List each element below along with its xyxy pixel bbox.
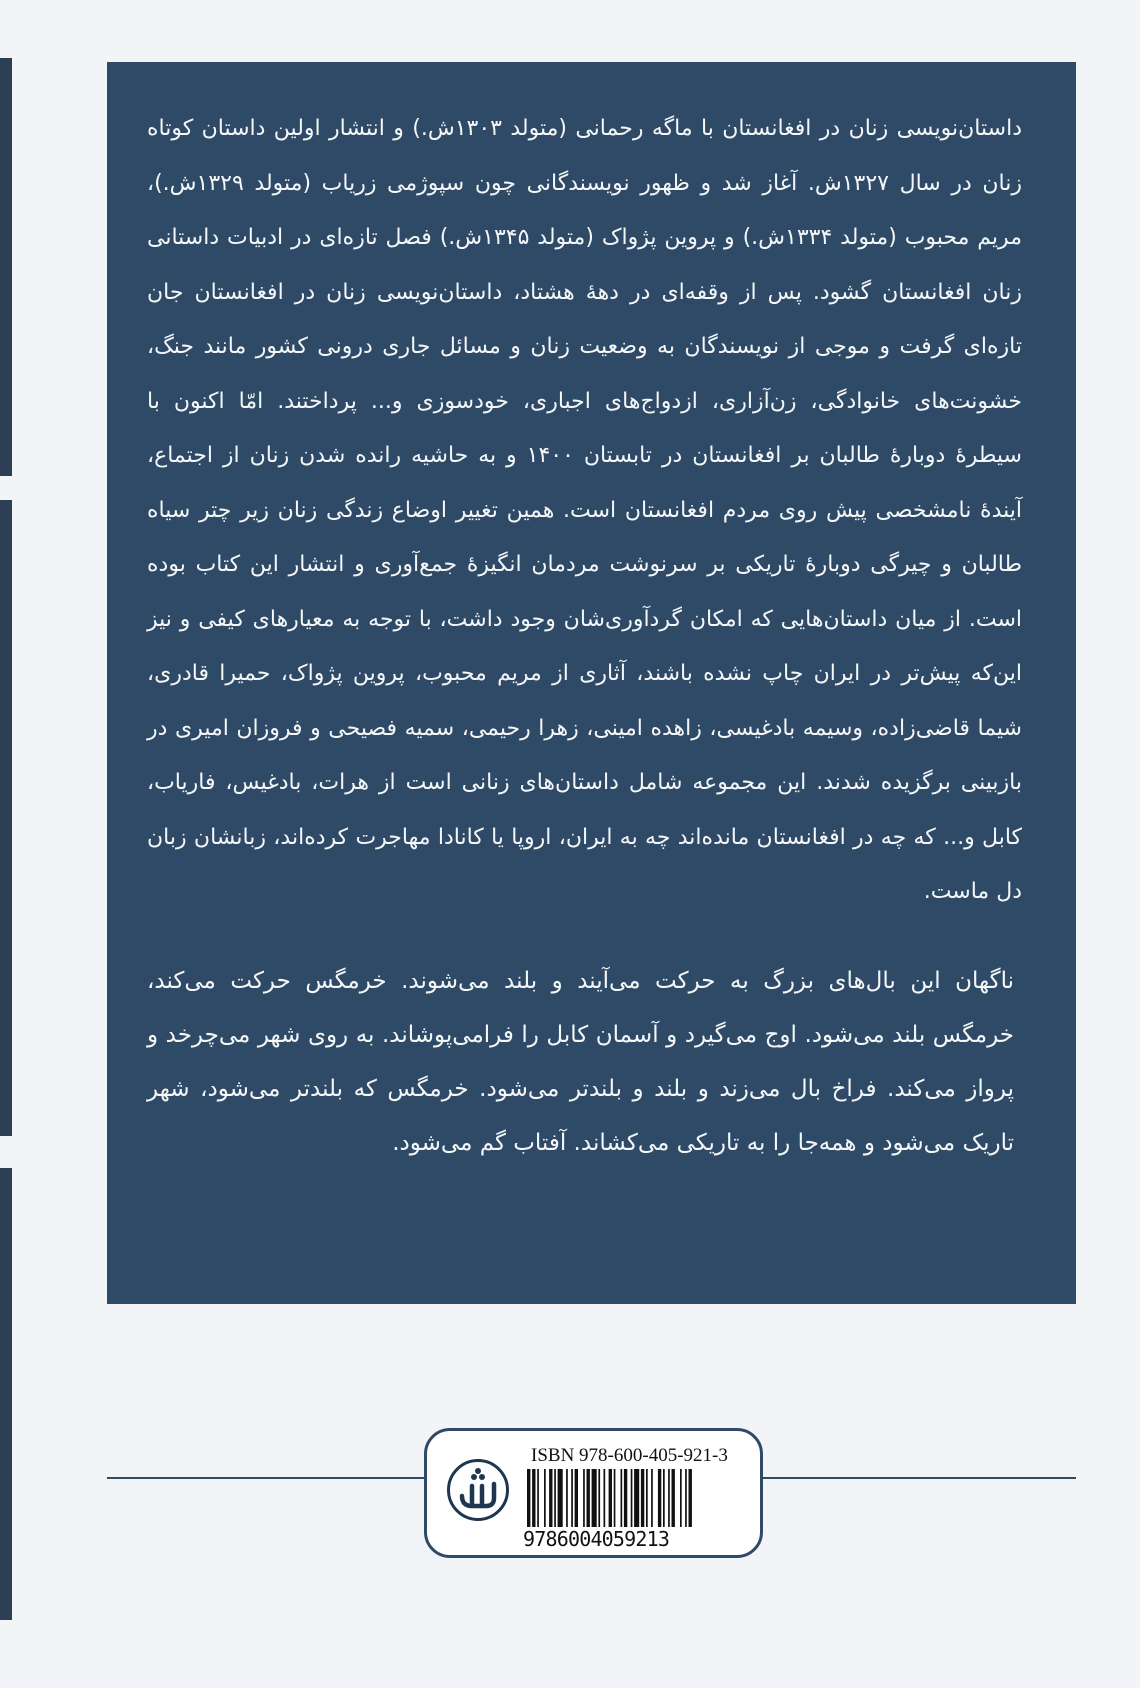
publisher-logo-mark [450, 1462, 506, 1518]
blurb-panel [107, 62, 1076, 1304]
isbn-barcode-box [424, 1428, 763, 1558]
divider-line-left [107, 1477, 424, 1479]
spine-edge-middle [0, 500, 12, 1136]
excerpt-paragraph: ناگهان این بال‌های بزرگ به حرکت می‌آیند و بلند می‌شوند. خرمگس حرکت می‌کند، خرمگس بلند می‌شود. اوج می‌گیرد و آسمان کابل را فرامی‌پوشاند. به روی شهر می‌چرخد و پرواز می‌کند. فراخ بال می‌زند و بلند و بلندتر می‌شود. خرمگس که بلندتر می‌شود، شهر تاریک می‌شود و همه‌جا را به تاریکی می‌کشاند. آفتاب گم می‌شود. [147, 967, 1014, 1156]
spine-edge-bottom [0, 1168, 12, 1620]
barcode-digits: 9786004059213 [523, 1527, 748, 1551]
divider-line-right [763, 1477, 1076, 1479]
spine-edge-top [0, 58, 12, 476]
isbn-text: ISBN 978-600-405-921-3 [531, 1445, 728, 1466]
barcode-icon [525, 1469, 753, 1533]
blurb-paragraph: داستان‌نویسی زنان در افغانستان با ماگه رحمانی (متولد ۱۳۰۳ش.) و انتشار اولین داستان کوتاه زنان در سال ۱۳۲۷ش. آغاز شد و ظهور نویسندگانی چون سپوژمی زریاب (متولد ۱۳۲۹ش.)، مریم محبوب (متولد ۱۳۳۴ش.) و پروین پژواک (متولد ۱۳۴۵ش.) فصل تازه‌ای در ادبیات داستانی زنان افغانستان گشود. پس از وقفه‌ای در دههٔ هشتاد، داستان‌نویسی زنان در افغانستان جان تازه‌ای گرفت و موجی از نویسندگان به وضعیت زنان و مسائل جاری درونی کشور مانند جنگ، خشونت‌های خانوادگی، زن‌آزاری، ازدواج‌های اجباری، خودسوزی و... پرداختند. امّا اکنون با سیطرهٔ دوبارهٔ طالبان بر افغانستان در تابستان ۱۴۰۰ و به حاشیه رانده شدن زنان از اجتماع، آیندهٔ نامشخصی پیش روی مردم افغانستان است. همین تغییر اوضاع زندگی زنان زیر چتر سیاه طالبان و چیرگی دوبارهٔ تاریکی بر سرنوشت مردمان انگیزهٔ جمع‌آوری و انتشار این کتاب بوده است. از میان داستان‌هایی که امکان گردآوری‌شان وجود داشت، با توجه به معیارهای کیفی و نیز این‌که پیش‌تر در ایران چاپ نشده باشند، آثاری از مریم محبوب، پروین پژواک، حمیرا قادری، شیما قاضی‌زاده، وسیمه بادغیسی، زاهده امینی، زهرا رحیمی، سمیه فصیحی و فروزان امیری در بازبینی برگزیده شدند. این مجموعه شامل داستان‌های زنانی است از هرات، بادغیس، فاریاب، کابل و... که چه در افغانستان مانده‌اند چه به ایران، اروپا یا کانادا مهاجرت کرده‌اند، زبانشان زبان دل ماست. [147, 116, 1022, 904]
publisher-logo-icon [447, 1459, 509, 1521]
